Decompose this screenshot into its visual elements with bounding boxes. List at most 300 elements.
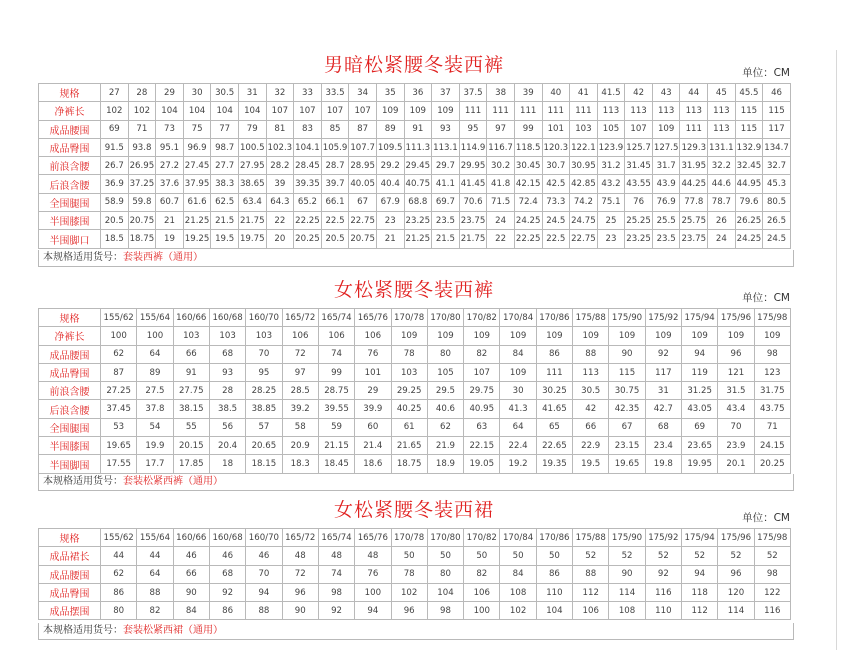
table-cell: 52 <box>718 547 754 565</box>
table-cell: 62 <box>101 345 137 363</box>
table-cell: 26 <box>708 212 736 230</box>
table-cell: 21.75 <box>238 212 266 230</box>
table-cell: 93 <box>209 363 245 381</box>
table-cell: 50 <box>536 547 572 565</box>
table-cell: 74 <box>318 565 354 583</box>
table-row <box>39 345 791 363</box>
table-cell: 25.25 <box>625 212 653 230</box>
table-header-row <box>39 309 791 327</box>
table-cell: 23.5 <box>432 212 460 230</box>
table-cell: 70 <box>718 418 754 436</box>
table-cell: 43.4 <box>718 400 754 418</box>
table-cell: 39.55 <box>318 400 354 418</box>
table-cell: 66 <box>173 345 209 363</box>
table-cell: 102 <box>128 102 156 120</box>
size-header-cell: 175/98 <box>754 529 790 547</box>
size-header-cell: 175/88 <box>573 529 609 547</box>
table-cell: 22.4 <box>500 437 536 455</box>
table-cell: 43.9 <box>652 175 680 193</box>
table-cell: 39.7 <box>321 175 349 193</box>
size-header-cell: 170/78 <box>391 529 427 547</box>
table-cell: 127.5 <box>652 138 680 156</box>
table-cell: 76 <box>355 565 391 583</box>
table-cell: 98 <box>754 345 790 363</box>
table-cell: 103 <box>570 120 598 138</box>
table-cell: 39.2 <box>282 400 318 418</box>
table-cell: 37.25 <box>128 175 156 193</box>
table-cell: 110 <box>645 602 681 620</box>
table-cell: 23.25 <box>625 230 653 248</box>
table-cell: 90 <box>609 345 645 363</box>
table-cell: 106 <box>573 602 609 620</box>
section-title: 女松紧腰冬装西裤 <box>333 279 494 301</box>
table-cell: 46 <box>173 547 209 565</box>
table-cell: 23 <box>376 212 404 230</box>
size-table <box>38 528 791 620</box>
table-cell: 31.2 <box>597 157 625 175</box>
table-cell: 29.5 <box>427 382 463 400</box>
table-cell: 30.45 <box>514 157 542 175</box>
size-header-cell: 165/74 <box>318 529 354 547</box>
table-cell: 32.7 <box>763 157 791 175</box>
size-header-cell: 37 <box>432 84 460 102</box>
table-cell: 111 <box>542 102 570 120</box>
section-womens-trousers <box>38 275 790 495</box>
measure-label-cell: 全围腿围 <box>39 418 101 436</box>
table-cell: 88 <box>573 345 609 363</box>
table-cell: 29 <box>355 382 391 400</box>
table-cell: 110 <box>536 583 572 601</box>
table-cell: 72 <box>282 565 318 583</box>
table-cell: 50 <box>391 547 427 565</box>
table-cell: 76.9 <box>652 193 680 211</box>
table-cell: 50 <box>427 547 463 565</box>
table-cell: 105 <box>597 120 625 138</box>
table-cell: 30 <box>500 382 536 400</box>
size-header-cell: 30.5 <box>211 84 239 102</box>
table-cell: 40.4 <box>376 175 404 193</box>
table-cell: 90 <box>282 602 318 620</box>
table-cell: 80 <box>101 602 137 620</box>
table-cell: 22 <box>487 230 515 248</box>
table-row <box>39 565 791 583</box>
section-womens-skirt <box>38 495 790 645</box>
table-row <box>39 547 791 565</box>
table-cell: 22.25 <box>514 230 542 248</box>
table-cell: 66 <box>173 565 209 583</box>
table-cell: 63.4 <box>238 193 266 211</box>
table-cell: 52 <box>682 547 718 565</box>
table-cell: 97 <box>487 120 515 138</box>
table-cell: 21.75 <box>459 230 487 248</box>
table-cell: 23.65 <box>682 437 718 455</box>
table-cell: 24.5 <box>763 230 791 248</box>
table-cell: 86 <box>209 602 245 620</box>
measure-label-cell: 成品摆围 <box>39 602 101 620</box>
table-cell: 42.15 <box>514 175 542 193</box>
table-cell: 100.5 <box>238 138 266 156</box>
table-row <box>39 120 791 138</box>
table-cell: 100 <box>355 583 391 601</box>
spec-header-cell: 规格 <box>39 529 101 547</box>
table-cell: 121 <box>718 363 754 381</box>
size-header-cell: 37.5 <box>459 84 487 102</box>
section-mens-trousers <box>38 50 790 272</box>
table-cell: 107 <box>266 102 294 120</box>
table-cell: 109 <box>376 102 404 120</box>
table-cell: 40.95 <box>464 400 500 418</box>
table-cell: 106 <box>464 583 500 601</box>
measure-label-cell: 前浪含腰 <box>39 157 101 175</box>
table-cell: 18.9 <box>427 455 463 473</box>
table-cell: 76 <box>625 193 653 211</box>
table-cell: 18 <box>209 455 245 473</box>
table-cell: 85 <box>321 120 349 138</box>
table-cell: 60 <box>355 418 391 436</box>
table-cell: 111.3 <box>404 138 432 156</box>
table-cell: 39 <box>266 175 294 193</box>
table-cell: 107 <box>321 102 349 120</box>
table-cell: 32.2 <box>708 157 736 175</box>
table-cell: 68 <box>209 565 245 583</box>
table-cell: 24.75 <box>570 212 598 230</box>
table-cell: 80 <box>427 345 463 363</box>
table-cell: 28.7 <box>321 157 349 175</box>
table-cell: 120 <box>718 583 754 601</box>
table-cell: 88 <box>246 602 282 620</box>
table-cell: 20.25 <box>294 230 322 248</box>
table-cell: 18.5 <box>101 230 129 248</box>
table-cell: 20.5 <box>101 212 129 230</box>
table-cell: 109 <box>573 327 609 345</box>
table-cell: 72 <box>282 345 318 363</box>
table-cell: 27.45 <box>183 157 211 175</box>
size-header-cell: 27 <box>101 84 129 102</box>
size-header-cell: 45.5 <box>735 84 763 102</box>
table-cell: 67 <box>609 418 645 436</box>
table-cell: 90 <box>609 565 645 583</box>
table-row <box>39 382 791 400</box>
table-cell: 115 <box>735 102 763 120</box>
table-cell: 108 <box>609 602 645 620</box>
table-cell: 64 <box>137 345 173 363</box>
table-cell: 19.25 <box>183 230 211 248</box>
table-cell: 20.15 <box>173 437 209 455</box>
size-header-cell: 170/80 <box>427 309 463 327</box>
table-cell: 67 <box>349 193 377 211</box>
table-cell: 21.5 <box>211 212 239 230</box>
measure-label-cell: 半围脚围 <box>39 455 101 473</box>
measure-label-cell: 成品臀围 <box>39 583 101 601</box>
table-cell: 109 <box>464 327 500 345</box>
table-cell: 106 <box>355 327 391 345</box>
table-cell: 39.9 <box>355 400 391 418</box>
table-cell: 118 <box>682 583 718 601</box>
table-cell: 99 <box>318 363 354 381</box>
table-cell: 101 <box>355 363 391 381</box>
table-cell: 43.75 <box>754 400 790 418</box>
size-header-cell: 34 <box>349 84 377 102</box>
table-row <box>39 193 791 211</box>
table-cell: 20.5 <box>321 230 349 248</box>
table-cell: 111 <box>487 102 515 120</box>
table-cell: 22.15 <box>464 437 500 455</box>
size-header-cell: 28 <box>128 84 156 102</box>
table-cell: 113 <box>652 102 680 120</box>
table-cell: 19.2 <box>500 455 536 473</box>
size-header-cell: 38 <box>487 84 515 102</box>
size-header-cell: 175/88 <box>573 309 609 327</box>
table-cell: 64 <box>137 565 173 583</box>
table-cell: 28 <box>209 382 245 400</box>
table-cell: 93.8 <box>128 138 156 156</box>
table-cell: 38.15 <box>173 400 209 418</box>
table-cell: 45.3 <box>763 175 791 193</box>
table-cell: 24.5 <box>542 212 570 230</box>
size-header-cell: 160/70 <box>246 529 282 547</box>
table-cell: 38.65 <box>238 175 266 193</box>
table-cell: 109 <box>754 327 790 345</box>
table-cell: 18.6 <box>355 455 391 473</box>
table-cell: 21.4 <box>355 437 391 455</box>
section-title: 女松紧腰冬装西裙 <box>333 499 494 521</box>
size-header-cell: 155/62 <box>101 529 137 547</box>
table-cell: 105 <box>427 363 463 381</box>
table-cell: 20.9 <box>282 437 318 455</box>
table-cell: 58.9 <box>101 193 129 211</box>
table-cell: 109 <box>432 102 460 120</box>
unit-label: 单位：CM <box>742 512 790 524</box>
table-cell: 104 <box>183 102 211 120</box>
table-cell: 112 <box>682 602 718 620</box>
table-cell: 30.25 <box>536 382 572 400</box>
table-cell: 25.75 <box>680 212 708 230</box>
table-cell: 102 <box>391 583 427 601</box>
size-header-cell: 43 <box>652 84 680 102</box>
table-cell: 28.45 <box>294 157 322 175</box>
table-cell: 64 <box>500 418 536 436</box>
table-cell: 19.5 <box>573 455 609 473</box>
table-cell: 18.45 <box>318 455 354 473</box>
spec-header-cell: 规格 <box>39 309 101 327</box>
table-cell: 102 <box>101 102 129 120</box>
table-cell: 31.75 <box>754 382 790 400</box>
size-header-cell: 170/82 <box>464 309 500 327</box>
table-cell: 39.35 <box>294 175 322 193</box>
table-cell: 72.4 <box>514 193 542 211</box>
table-cell: 19.05 <box>464 455 500 473</box>
size-header-cell: 32 <box>266 84 294 102</box>
table-cell: 111 <box>680 120 708 138</box>
table-cell: 109 <box>718 327 754 345</box>
table-cell: 78 <box>391 565 427 583</box>
table-cell: 27.2 <box>156 157 184 175</box>
size-header-cell: 165/76 <box>355 529 391 547</box>
measure-label-cell: 成品裙长 <box>39 547 101 565</box>
size-header-cell: 165/72 <box>282 529 318 547</box>
table-cell: 31.45 <box>625 157 653 175</box>
table-cell: 129.3 <box>680 138 708 156</box>
table-cell: 30.95 <box>570 157 598 175</box>
table-cell: 21.9 <box>427 437 463 455</box>
size-header-cell: 165/74 <box>318 309 354 327</box>
table-cell: 111 <box>570 102 598 120</box>
measure-label-cell: 半围膝围 <box>39 437 101 455</box>
table-cell: 21.15 <box>318 437 354 455</box>
size-header-cell: 160/66 <box>173 309 209 327</box>
table-cell: 29.75 <box>464 382 500 400</box>
size-header-cell: 175/96 <box>718 309 754 327</box>
table-cell: 66 <box>573 418 609 436</box>
size-header-cell: 175/90 <box>609 529 645 547</box>
measure-label-cell: 成品臀围 <box>39 363 101 381</box>
table-cell: 96 <box>282 583 318 601</box>
table-cell: 19.95 <box>682 455 718 473</box>
table-row <box>39 102 791 120</box>
table-cell: 48 <box>355 547 391 565</box>
table-cell: 36.9 <box>101 175 129 193</box>
table-cell: 86 <box>101 583 137 601</box>
table-cell: 104 <box>536 602 572 620</box>
table-cell: 38.5 <box>209 400 245 418</box>
table-cell: 109 <box>427 327 463 345</box>
table-cell: 103 <box>391 363 427 381</box>
table-cell: 30.2 <box>487 157 515 175</box>
note-value: 套装松紧西裙（通用） <box>123 625 223 636</box>
table-cell: 30.75 <box>609 382 645 400</box>
table-cell: 26.25 <box>735 212 763 230</box>
table-cell: 107 <box>294 102 322 120</box>
table-cell: 19 <box>156 230 184 248</box>
table-cell: 21.65 <box>391 437 427 455</box>
table-cell: 23.75 <box>459 212 487 230</box>
table-cell: 19.65 <box>101 437 137 455</box>
table-cell: 52 <box>573 547 609 565</box>
table-cell: 20 <box>266 230 294 248</box>
table-cell: 80.5 <box>763 193 791 211</box>
table-cell: 118.5 <box>514 138 542 156</box>
table-cell: 24.15 <box>754 437 790 455</box>
table-cell: 68 <box>209 345 245 363</box>
table-cell: 115 <box>609 363 645 381</box>
table-cell: 22.75 <box>349 212 377 230</box>
table-cell: 81 <box>266 120 294 138</box>
table-cell: 91 <box>404 120 432 138</box>
table-cell: 29.25 <box>391 382 427 400</box>
page-right-rule <box>836 50 837 650</box>
table-cell: 48 <box>282 547 318 565</box>
table-cell: 96.9 <box>183 138 211 156</box>
table-cell: 61 <box>391 418 427 436</box>
table-cell: 29.45 <box>404 157 432 175</box>
table-cell: 111 <box>514 102 542 120</box>
table-cell: 104 <box>211 102 239 120</box>
measure-label-cell: 成品臀围 <box>39 138 101 156</box>
table-row <box>39 175 791 193</box>
table-cell: 103 <box>209 327 245 345</box>
applicable-item-note <box>38 250 794 267</box>
table-cell: 98 <box>754 565 790 583</box>
table-cell: 28.25 <box>246 382 282 400</box>
size-header-cell: 170/86 <box>536 309 572 327</box>
table-cell: 44.25 <box>680 175 708 193</box>
table-cell: 28.2 <box>266 157 294 175</box>
table-cell: 41.8 <box>487 175 515 193</box>
size-header-cell: 40 <box>542 84 570 102</box>
table-cell: 40.6 <box>427 400 463 418</box>
table-cell: 103 <box>173 327 209 345</box>
measure-label-cell: 净裤长 <box>39 327 101 345</box>
table-cell: 22.5 <box>321 212 349 230</box>
table-cell: 95 <box>459 120 487 138</box>
table-cell: 44.6 <box>708 175 736 193</box>
table-cell: 50 <box>500 547 536 565</box>
table-cell: 24.25 <box>514 212 542 230</box>
table-cell: 44 <box>137 547 173 565</box>
table-cell: 65 <box>536 418 572 436</box>
table-cell: 44.95 <box>735 175 763 193</box>
size-header-cell: 31 <box>238 84 266 102</box>
table-cell: 19.65 <box>609 455 645 473</box>
table-cell: 22 <box>266 212 294 230</box>
note-label: 本规格适用货号： <box>43 252 123 263</box>
measure-label-cell: 全围腿围 <box>39 193 101 211</box>
table-row <box>39 230 791 248</box>
table-cell: 96 <box>391 602 427 620</box>
size-table <box>38 83 791 249</box>
table-cell: 53 <box>101 418 137 436</box>
table-cell: 18.75 <box>391 455 427 473</box>
applicable-item-note <box>38 474 794 491</box>
table-cell: 56 <box>209 418 245 436</box>
table-cell: 18.15 <box>246 455 282 473</box>
table-cell: 22.9 <box>573 437 609 455</box>
table-cell: 70 <box>246 565 282 583</box>
table-cell: 132.9 <box>735 138 763 156</box>
table-cell: 22.5 <box>542 230 570 248</box>
table-cell: 102 <box>500 602 536 620</box>
table-cell: 82 <box>464 565 500 583</box>
table-cell: 87 <box>349 120 377 138</box>
size-header-cell: 45 <box>708 84 736 102</box>
table-cell: 26.5 <box>763 212 791 230</box>
table-cell: 113 <box>680 102 708 120</box>
table-cell: 50 <box>464 547 500 565</box>
table-cell: 100 <box>464 602 500 620</box>
table-cell: 43.55 <box>625 175 653 193</box>
size-header-cell: 160/68 <box>209 309 245 327</box>
table-cell: 109 <box>404 102 432 120</box>
table-cell: 74.2 <box>570 193 598 211</box>
table-cell: 82 <box>464 345 500 363</box>
table-cell: 73 <box>156 120 184 138</box>
table-cell: 64.3 <box>266 193 294 211</box>
table-cell: 80 <box>427 565 463 583</box>
table-cell: 69.7 <box>432 193 460 211</box>
table-cell: 91.5 <box>101 138 129 156</box>
table-cell: 109 <box>609 327 645 345</box>
table-cell: 25 <box>597 212 625 230</box>
table-cell: 103 <box>246 327 282 345</box>
table-cell: 38.3 <box>211 175 239 193</box>
table-cell: 123 <box>754 363 790 381</box>
table-cell: 131.1 <box>708 138 736 156</box>
table-cell: 54 <box>137 418 173 436</box>
table-cell: 88 <box>573 565 609 583</box>
table-cell: 28.75 <box>318 382 354 400</box>
table-cell: 107 <box>625 120 653 138</box>
table-cell: 122.1 <box>570 138 598 156</box>
